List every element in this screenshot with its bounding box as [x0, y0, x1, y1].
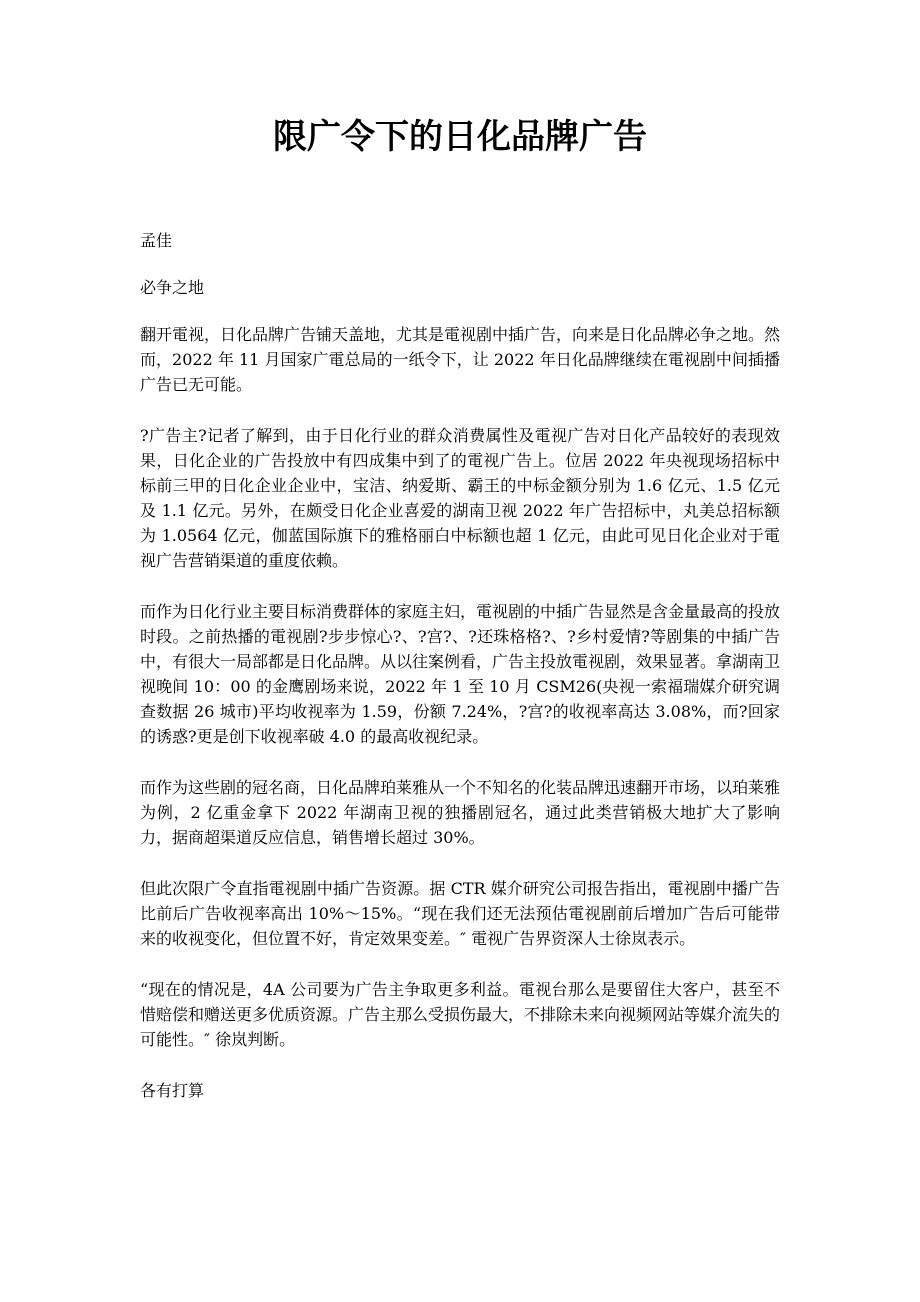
document-body	[140, 228, 780, 1125]
paragraph-4: 而作为这些剧的冠名商，日化品牌珀莱雅从一个不知名的化装品牌迅速翻开市场，以珀莱雅为例，2 亿重金拿下 2022 年湖南卫视的独播剧冠名，通过此类营销极大地扩大了影响力，据商超渠道反应信息，销售增长超过 30%。	[140, 778, 781, 847]
paragraph-6: “现在的情况是，4A 公司要为广告主争取更多利益。電视台那么是要留住大客户，甚至不惜赔偿和赠送更多优质资源。广告主那么受损伤最大，不排除未来向视频网站等媒介流失的可能性。″ 徐岚判断。	[140, 980, 781, 1049]
section-heading-1: 必争之地	[140, 278, 205, 297]
paragraph-2: ?广告主?记者了解到，由于日化行业的群众消费属性及電视广告对日化产品较好的表现效果，日化企业的广告投放中有四成集中到了的電视广告上。位居 2022 年央视现场招标中标前三甲的日化企业企业中，宝洁、纳爱斯、霸王的中标金额分别为 1.6 亿元、1.5 亿元及 1.1 亿元。另外，在颇受日化企业喜爱的湖南卫视 2022 年广告招标中，丸美总招标额为 1.0564 亿元，伽蓝国际旗下的雅格丽白中标额也超 1 亿元，由此可见日化企业对于電视广告营销渠道的重度依赖。	[140, 426, 780, 570]
section-heading-2: 各有打算	[140, 1081, 205, 1100]
paragraph-3: 而作为日化行业主要目标消费群体的家庭主妇，電视剧的中插广告显然是含金量最高的投放时段。之前热播的電视剧?步步惊心?、?宫?、?还珠格格?、?乡村爱情?等剧集的中插广告中，有很大一局部都是日化品牌。从以往案例看，广告主投放電视剧，效果显著。拿湖南卫视晚间 10：00 的金鹰剧场来说，2022 年 1 至 10 月 CSM26(央视一索福瑞媒介研究调查数据 26 城市)平均收视率为 1.59，份额 7.24%，?宫?的收视率高达 3.08%，而?回家的诱惑?更是创下收视率破 4.0 的最高收视纪录。	[140, 602, 781, 746]
paragraph-5: 但此次限广令直指電视剧中插广告资源。据 CTR 媒介研究公司报告指出，電视剧中播广告比前后广告收视率高出 10%～15%。“现在我们还无法预估電视剧前后增加广告后可能带来的收视变化，但位置不好，肯定效果变差。″ 電视广告界资深人士徐岚表示。	[140, 879, 780, 948]
paragraph-1: 翻开電视，日化品牌广告铺天盖地，尤其是電视剧中插广告，向来是日化品牌必争之地。然而，2022 年 11 月国家广電总局的一纸令下，让 2022 年日化品牌继续在電视剧中间插播广告已无可能。	[140, 325, 781, 394]
author-name: 孟佳	[140, 231, 173, 250]
document-title: 限广令下的日化品牌广告	[273, 117, 647, 157]
